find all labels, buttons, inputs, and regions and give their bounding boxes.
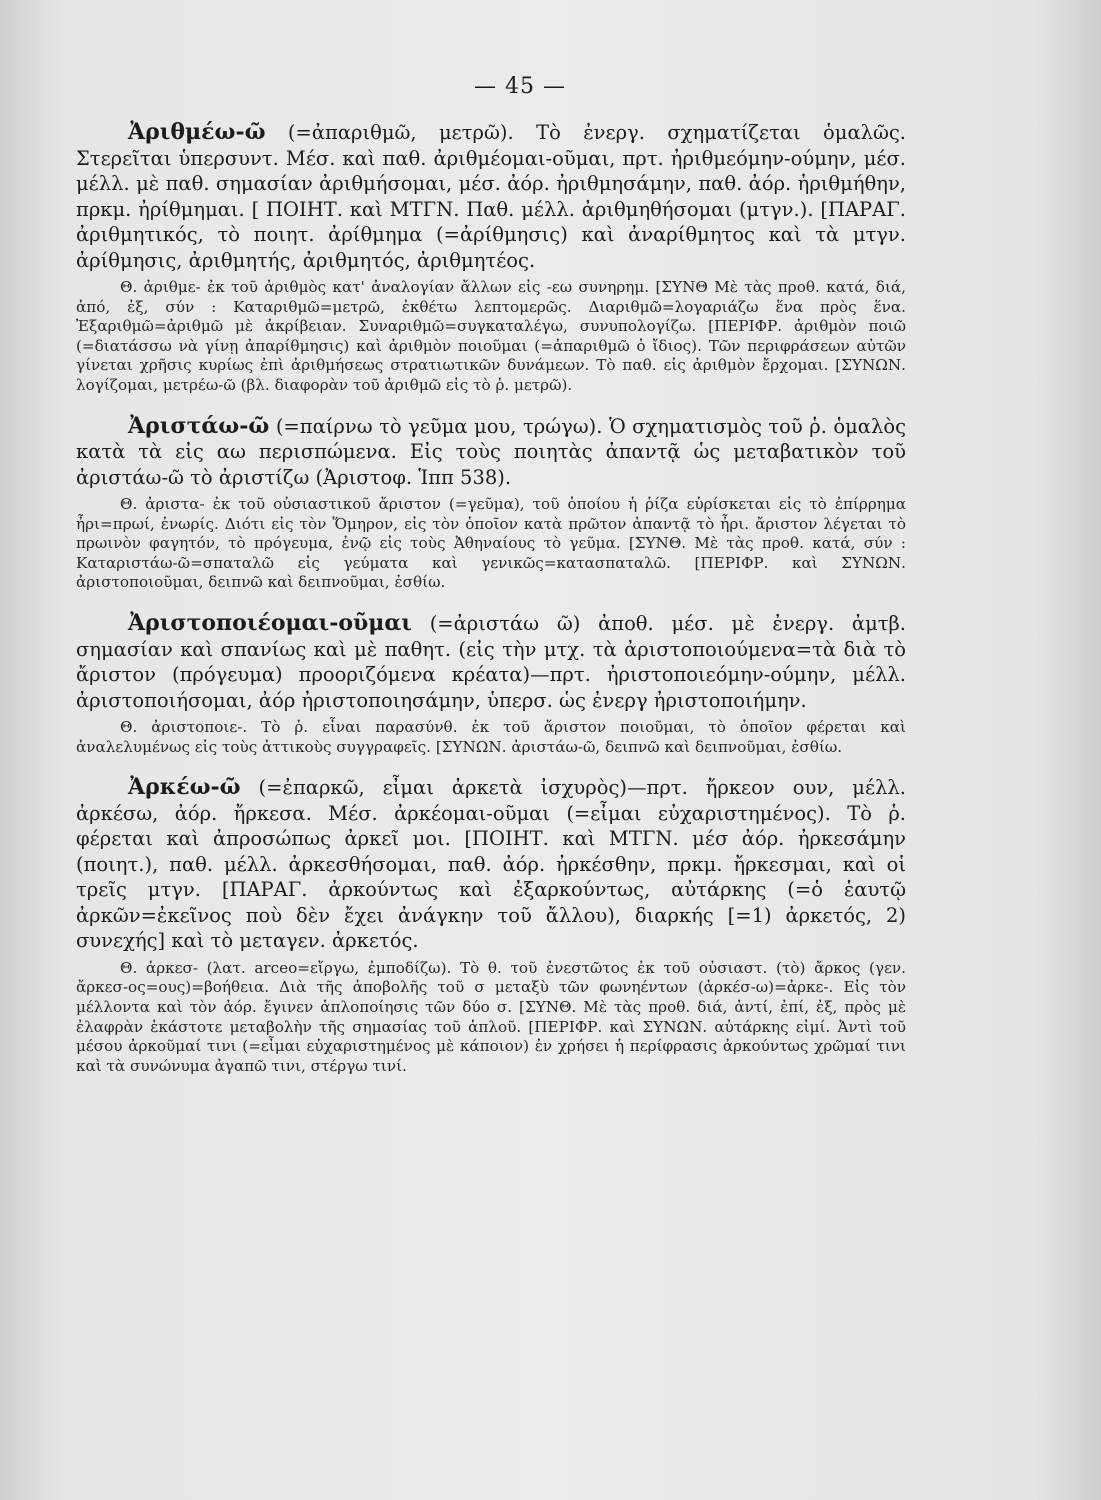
entry-body: (=ἐπαρκῶ, εἶμαι ἀρκετὰ ἰσχυρὸς)—πρτ. ἤρκεον ουν, μέλλ. ἀρκέσω, ἀόρ. ἤρκεσα. Μέσ. ἀρκέομαι-οῦμαι (=εἶμαι εὐχαριστημένος). Τὸ ῥ. φέρεται καὶ ἀπροσώπως ἀρκεῖ μοι. [ΠΟΙΗΤ. καὶ ΜΤΓΝ. μέσ ἀόρ. ἠρκεσάμην (ποιητ.), παθ. μέλλ. ἀρκεσθήσομαι, παθ. ἀόρ. ἠρκέσθην, πρκμ. ἤρκεσμαι, καὶ οἱ τρεῖς μτγν. [ΠΑΡΑΓ. ἀρκούντως καὶ ἐξαρκούντως, αὐτάρκης (=ὁ ἑαυτῷ ἀρκῶν=ἐκεῖνος ποὺ δὲν ἔχει ἀνάγκην τοῦ ἄλλου), διαρκής [=1) ἀρκετός, 2) συνεχής] καὶ τὸ μεταγεν. ἀρκετός. — [76, 776, 906, 953]
entry-headword: Ἀριστάω-ῶ — [128, 412, 270, 439]
entry-note: Θ. ἀρκεσ- (λατ. arceo=εἴργω, ἐμποδίζω). Τὸ θ. τοῦ ἐνεστῶτος ἐκ τοῦ οὐσιαστ. (τὸ) ἄρκος (γεν. ἄρκεσ-ος=ους)=βοήθεια. Διὰ τῆς ἀποβολῆς τοῦ σ μεταξὺ τῶν φωνηέντων (ἀρκέσ-ω)=ἀρκε-. Εἰς τὸν μέλλοντα καὶ τὸν ἀόρ. ἔγινεν ἁπλοποίησις τῶν δύο σ. [ΣΥΝΘ. Μὲ τὰς προθ. διά, ἀντί, ἐπί, ἐξ, πρὸς μὲ ἐλαφρὰν ἑκάστοτε μεταβολὴν τῆς σημασίας τοῦ ἁπλοῦ. [ΠΕΡΙΦΡ. καὶ ΣΥΝΩΝ. αὐτάρκης εἰμί. Ἀντὶ τοῦ μέσου ἀρκοῦμαί τινι (=εἶμαι εὐχαριστημένος μὲ κάποιον) ἐν χρήσει ἡ περίφρασις ἀρκούντως χρῶμαί τινι καὶ τὰ συνώνυμα ἀγαπῶ τινι, στέργω τινί. — [76, 958, 906, 1075]
entry-note: Θ. ἀριστοποιε-. Τὸ ῥ. εἶναι παρασύνθ. ἐκ τοῦ ἄριστον ποιοῦμαι, τὸ ὁποῖον φέρεται καὶ ἀναλελυμένως εἰς τοὺς ἀττικοὺς συγγραφεῖς. [ΣΥΝΩΝ. ἀριστάω-ῶ, δειπνῶ καὶ δειπνοῦμαι, ἐσθίω. — [76, 718, 906, 756]
text-column — [76, 120, 906, 1094]
entry-main-text — [76, 120, 906, 273]
entry-headword: Ἀριθμέω-ῶ — [128, 119, 266, 145]
entry-body: (=ἀπαριθμῶ, μετρῶ). Τὸ ἐνεργ. σχηματίζεται ὁμαλῶς. Στερεῖται ὑπερσυντ. Μέσ. καὶ παθ. ἀριθμέομαι-οῦμαι, πρτ. ἠριθμεόμην-ούμην, μέσ. μέλλ. μὲ παθ. σημασίαν ἀριθμήσομαι, μέσ. ἀόρ. ἠριθμησάμην, παθ. ἀόρ. ἠριθμήθην, πρκμ. ἠρίθμημαι. [ ΠΟΙΗΤ. καὶ ΜΤΓΝ. Παθ. μέλλ. ἀριθμηθήσομαι (μτγν.). [ΠΑΡΑΓ. ἀριθμητικός, τὸ ποιητ. ἀρίθμημα (=ἀρίθμησις) καὶ ἀναρίθμητος καὶ τὰ μτγν. ἀρίθμησις, ἀριθμητής, ἀριθμητός, ἀριθμητέος. — [76, 121, 907, 272]
entry-main-text — [76, 775, 906, 954]
entry-body: (=ἀριστάω ῶ) ἀποθ. μέσ. μὲ ἐνεργ. ἀμτβ. σημασίαν καὶ σπανίως καὶ μὲ παθητ. (εἰς τὴν μτχ. τὰ ἀριστοποιούμενα=τὰ διὰ τὸ ἄριστον (πρόγευμα) προοριζόμενα κρέατα)—πρτ. ἠριστοποιεόμην-ούμην, μέλλ. ἀριστοποιήσομαι, ἀόρ ἠριστοποιησάμην, ὑπερσ. ὡς ἐνεργ ἠριστοποιήμην. — [76, 612, 906, 712]
entry-note: Θ. ἀριστα- ἐκ τοῦ οὐσιαστικοῦ ἄριστον (=γεῦμα), τοῦ ὁποίου ἡ ῥίζα εὑρίσκεται εἰς τὸ ἐπίρρημα ἦρι=πρωί, ἐνωρίς. Διότι εἰς τὸν Ὅμηρον, εἰς τὸν ὁποῖον κατὰ πρῶτον ἀπαντᾷ τὸ ἦρι. ἄριστον λέγεται τὸ πρωινὸν φαγητόν, τὸ πρόγευμα, ἐνῷ εἰς τοὺς Ἀθηναίους τὸ γεῦμα. [ΣΥΝΘ. Μὲ τὰς προθ. κατά, σύν : Καταριστάω-ῶ=σπαταλῶ εἰς γεύματα καὶ γενικῶς=κατασπαταλῶ. [ΠΕΡΙΦΡ. καὶ ΣΥΝΩΝ. ἀριστοποιοῦμαι, δειπνῶ καὶ δειπνοῦμαι, ἐσθίω. — [76, 495, 906, 592]
entry-headword: Ἀριστοποιέομαι-οῦμαι — [128, 610, 412, 637]
entry-body: (=παίρνω τὸ γεῦμα μου, τρώγω). Ὁ σχηματισμὸς τοῦ ῥ. ὁμαλὸς κατὰ τὰ εἰς αω περισπώμενα. Εἰς τοὺς ποιητὰς ἀπαντᾷ ὡς μεταβατικὸν τοῦ ἀριστάω-ῶ τὸ ἀριστίζω (Ἀριστοφ. Ἱππ 538). — [76, 414, 906, 489]
entry-main-text — [76, 414, 906, 491]
entry-note: Θ. ἀριθμε- ἐκ τοῦ ἀριθμὸς κατ' ἀναλογίαν ἄλλων εἰς -εω συνηρημ. [ΣΥΝΘ Μὲ τὰς προθ. κατά, διά, ἀπό, ἐξ, σύν : Καταριθμῶ=μετρῶ, ἐκθέτω λεπτομερῶς. Διαριθμῶ=λογαριάζω ἕνα πρὸς ἕνα. Ἐξαριθμῶ=ἀριθμῶ μὲ ἀκρίβειαν. Συναριθμῶ=συγκαταλέγω, συνυπολογίζω. [ΠΕΡΙΦΡ. ἀριθμὸν ποιῶ (=διατάσσω νὰ γίνῃ ἀπαρίθμησις) καὶ ἀριθμὸν ποιοῦμαι (=ἀπαριθμῶ ὁ ἴδιος). Τῶν περιφράσεων αὐτῶν γίνεται χρῆσις κυρίως ἐπὶ ἀριθμήσεως στρατιωτικῶν δυνάμεων. Τὸ παθ. εἰς ἀριθμὸν ἔρχομαι. [ΣΥΝΩΝ. λογίζομαι, μετρέω-ῶ (βλ. διαφορὰν τοῦ ἀριθμῶ εἰς τὸ ῥ. μετρῶ). — [76, 278, 906, 394]
dictionary-entry — [76, 611, 906, 757]
entry-main-text — [76, 611, 906, 713]
dictionary-entry — [76, 120, 906, 396]
dictionary-entry — [76, 775, 906, 1076]
dictionary-entry — [76, 414, 906, 593]
entry-headword: Ἀρκέω-ῶ — [128, 774, 241, 801]
page-number: — 45 — — [474, 74, 566, 99]
